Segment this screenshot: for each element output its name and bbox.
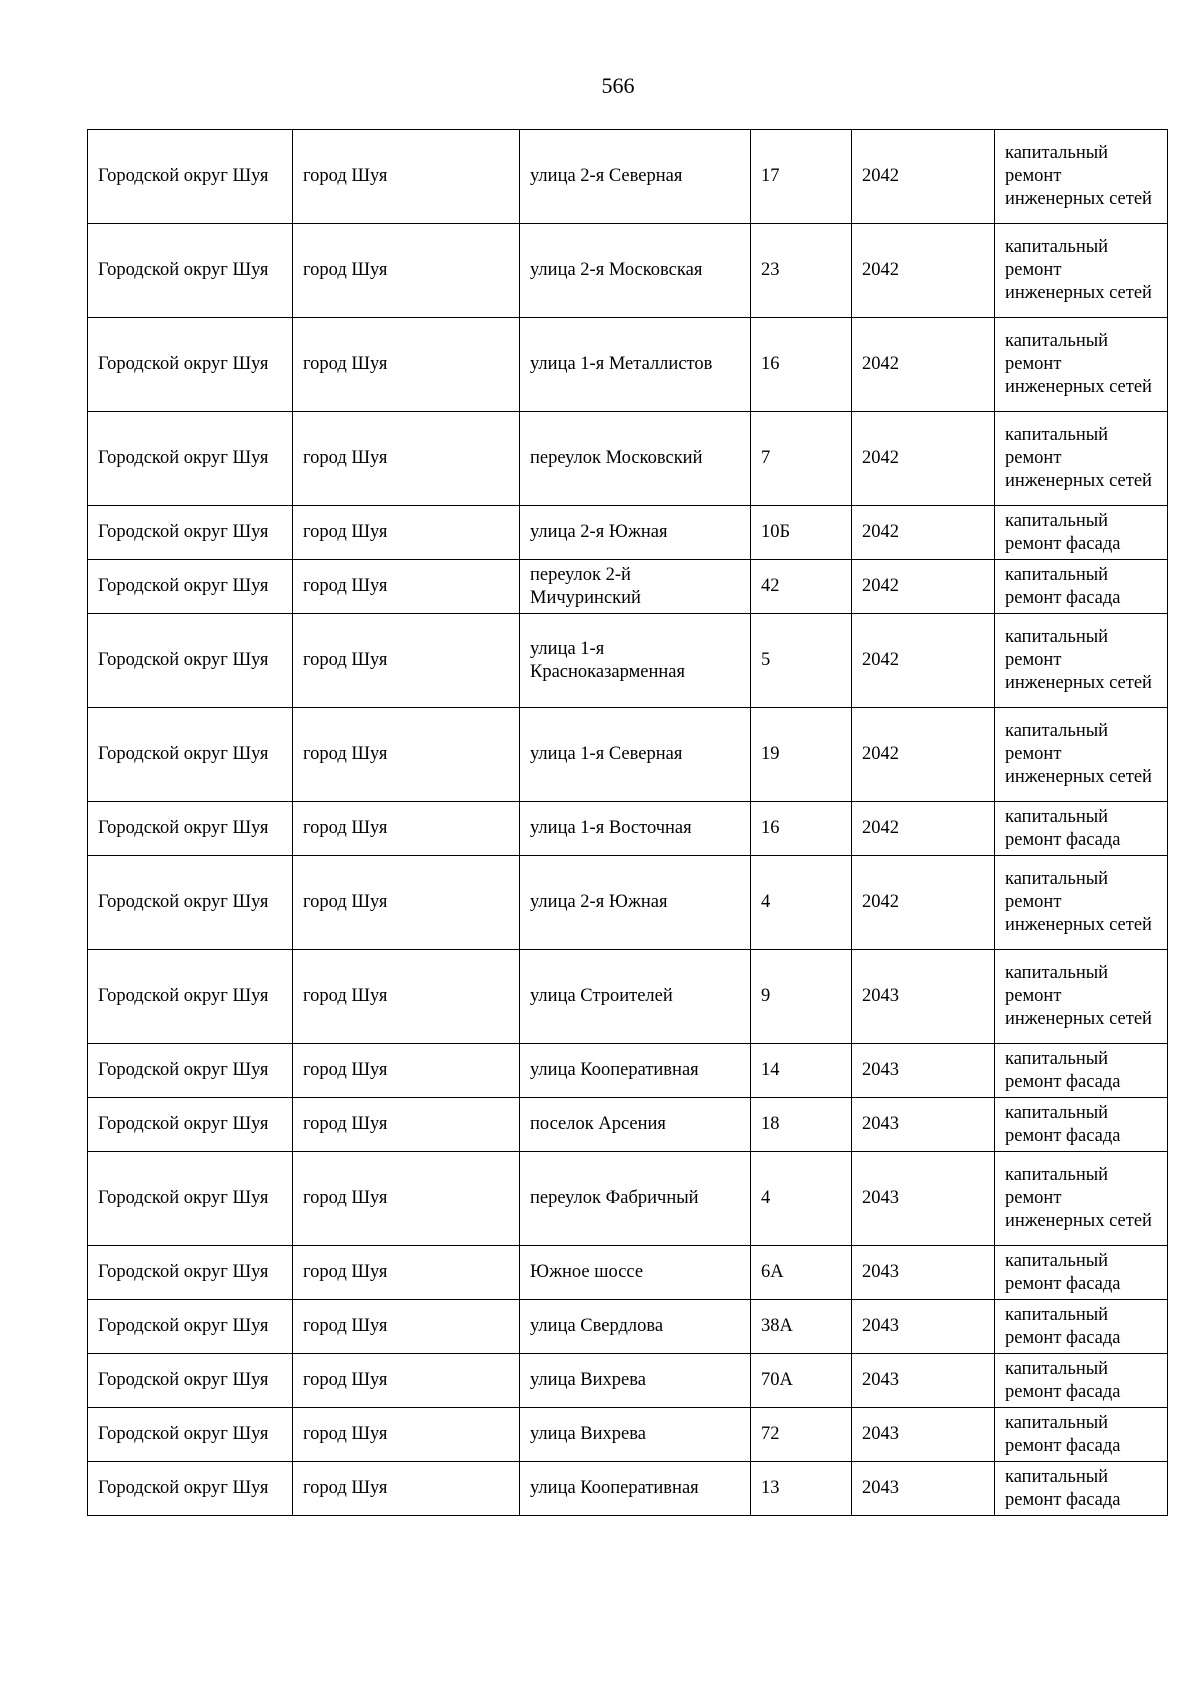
street-cell: улица 1-я Северная: [520, 708, 751, 802]
table-row: [88, 1354, 1168, 1408]
settlement-cell: город Шуя: [293, 1408, 520, 1462]
year-cell: 2042: [852, 560, 995, 614]
settlement-cell: город Шуя: [293, 224, 520, 318]
table-row: [88, 1408, 1168, 1462]
municipality-cell: Городской округ Шуя: [88, 856, 293, 950]
settlement-cell: город Шуя: [293, 1152, 520, 1246]
street-cell: поселок Арсения: [520, 1098, 751, 1152]
house-number-cell: 4: [751, 1152, 852, 1246]
house-number-cell: 16: [751, 802, 852, 856]
municipality-cell: Городской округ Шуя: [88, 708, 293, 802]
table-row: [88, 856, 1168, 950]
street-cell: улица 2-я Московская: [520, 224, 751, 318]
municipality-cell: Городской округ Шуя: [88, 1152, 293, 1246]
street-cell: Южное шоссе: [520, 1246, 751, 1300]
settlement-cell: город Шуя: [293, 708, 520, 802]
table-row: [88, 614, 1168, 708]
table-row: [88, 1462, 1168, 1516]
street-cell: улица 1-я Восточная: [520, 802, 751, 856]
settlement-cell: город Шуя: [293, 506, 520, 560]
work-type-cell: капитальный ремонт инженерных сетей: [995, 318, 1168, 412]
year-cell: 2043: [852, 1354, 995, 1408]
street-cell: улица Кооперативная: [520, 1462, 751, 1516]
municipality-cell: Городской округ Шуя: [88, 1300, 293, 1354]
table-row: [88, 1098, 1168, 1152]
year-cell: 2042: [852, 412, 995, 506]
year-cell: 2042: [852, 130, 995, 224]
settlement-cell: город Шуя: [293, 412, 520, 506]
work-type-cell: капитальный ремонт инженерных сетей: [995, 412, 1168, 506]
street-cell: переулок Московский: [520, 412, 751, 506]
work-type-cell: капитальный ремонт инженерных сетей: [995, 614, 1168, 708]
street-cell: улица Вихрева: [520, 1408, 751, 1462]
municipality-cell: Городской округ Шуя: [88, 950, 293, 1044]
settlement-cell: город Шуя: [293, 1462, 520, 1516]
street-cell: переулок 2-й Мичуринский: [520, 560, 751, 614]
municipality-cell: Городской округ Шуя: [88, 130, 293, 224]
settlement-cell: город Шуя: [293, 950, 520, 1044]
street-cell: улица 1-я Металлистов: [520, 318, 751, 412]
table-row: [88, 1044, 1168, 1098]
house-number-cell: 18: [751, 1098, 852, 1152]
table-row: [88, 318, 1168, 412]
table-row: [88, 130, 1168, 224]
settlement-cell: город Шуя: [293, 856, 520, 950]
settlement-cell: город Шуя: [293, 1300, 520, 1354]
work-type-cell: капитальный ремонт инженерных сетей: [995, 130, 1168, 224]
street-cell: улица 2-я Северная: [520, 130, 751, 224]
municipality-cell: Городской округ Шуя: [88, 318, 293, 412]
work-type-cell: капитальный ремонт фасада: [995, 1044, 1168, 1098]
municipality-cell: Городской округ Шуя: [88, 412, 293, 506]
year-cell: 2042: [852, 802, 995, 856]
settlement-cell: город Шуя: [293, 318, 520, 412]
house-number-cell: 6А: [751, 1246, 852, 1300]
work-type-cell: капитальный ремонт инженерных сетей: [995, 224, 1168, 318]
street-cell: улица Кооперативная: [520, 1044, 751, 1098]
work-type-cell: капитальный ремонт фасада: [995, 1098, 1168, 1152]
municipality-cell: Городской округ Шуя: [88, 1354, 293, 1408]
settlement-cell: город Шуя: [293, 1354, 520, 1408]
house-number-cell: 72: [751, 1408, 852, 1462]
house-number-cell: 13: [751, 1462, 852, 1516]
house-number-cell: 7: [751, 412, 852, 506]
page-number: 566: [601, 73, 635, 98]
work-type-cell: капитальный ремонт инженерных сетей: [995, 856, 1168, 950]
table-row: [88, 224, 1168, 318]
year-cell: 2042: [852, 614, 995, 708]
year-cell: 2042: [852, 506, 995, 560]
work-type-cell: капитальный ремонт фасада: [995, 1408, 1168, 1462]
work-type-cell: капитальный ремонт фасада: [995, 1354, 1168, 1408]
table-row: [88, 802, 1168, 856]
street-cell: улица Строителей: [520, 950, 751, 1044]
street-cell: улица 2-я Южная: [520, 506, 751, 560]
work-type-cell: капитальный ремонт инженерных сетей: [995, 1152, 1168, 1246]
table-row: [88, 950, 1168, 1044]
house-number-cell: 38А: [751, 1300, 852, 1354]
work-type-cell: капитальный ремонт фасада: [995, 560, 1168, 614]
table-row: [88, 560, 1168, 614]
table-row: [88, 412, 1168, 506]
year-cell: 2043: [852, 1152, 995, 1246]
settlement-cell: город Шуя: [293, 130, 520, 224]
year-cell: 2043: [852, 1462, 995, 1516]
year-cell: 2042: [852, 224, 995, 318]
table-row: [88, 1246, 1168, 1300]
year-cell: 2043: [852, 1246, 995, 1300]
house-number-cell: 42: [751, 560, 852, 614]
municipality-cell: Городской округ Шуя: [88, 506, 293, 560]
street-cell: улица Вихрева: [520, 1354, 751, 1408]
year-cell: 2042: [852, 708, 995, 802]
house-number-cell: 9: [751, 950, 852, 1044]
year-cell: 2043: [852, 1044, 995, 1098]
municipality-cell: Городской округ Шуя: [88, 224, 293, 318]
year-cell: 2043: [852, 1300, 995, 1354]
settlement-cell: город Шуя: [293, 614, 520, 708]
year-cell: 2043: [852, 1408, 995, 1462]
work-type-cell: капитальный ремонт фасада: [995, 1246, 1168, 1300]
settlement-cell: город Шуя: [293, 560, 520, 614]
municipality-cell: Городской округ Шуя: [88, 1098, 293, 1152]
house-number-cell: 17: [751, 130, 852, 224]
house-number-cell: 10Б: [751, 506, 852, 560]
municipality-cell: Городской округ Шуя: [88, 1044, 293, 1098]
street-cell: улица 1-я Красноказарменная: [520, 614, 751, 708]
municipality-cell: Городской округ Шуя: [88, 1462, 293, 1516]
work-type-cell: капитальный ремонт инженерных сетей: [995, 950, 1168, 1044]
year-cell: 2043: [852, 950, 995, 1044]
work-type-cell: капитальный ремонт фасада: [995, 1462, 1168, 1516]
house-number-cell: 70А: [751, 1354, 852, 1408]
house-number-cell: 19: [751, 708, 852, 802]
municipality-cell: Городской округ Шуя: [88, 1408, 293, 1462]
municipality-cell: Городской округ Шуя: [88, 560, 293, 614]
municipality-cell: Городской округ Шуя: [88, 614, 293, 708]
house-number-cell: 5: [751, 614, 852, 708]
table-row: [88, 506, 1168, 560]
house-number-cell: 23: [751, 224, 852, 318]
settlement-cell: город Шуя: [293, 1246, 520, 1300]
table-row: [88, 1152, 1168, 1246]
table-row: [88, 1300, 1168, 1354]
year-cell: 2042: [852, 318, 995, 412]
table-row: [88, 708, 1168, 802]
repair-schedule-table: [87, 129, 1168, 1516]
table-body: [88, 130, 1168, 1516]
street-cell: переулок Фабричный: [520, 1152, 751, 1246]
work-type-cell: капитальный ремонт фасада: [995, 802, 1168, 856]
settlement-cell: город Шуя: [293, 802, 520, 856]
year-cell: 2043: [852, 1098, 995, 1152]
work-type-cell: капитальный ремонт фасада: [995, 1300, 1168, 1354]
year-cell: 2042: [852, 856, 995, 950]
settlement-cell: город Шуя: [293, 1044, 520, 1098]
work-type-cell: капитальный ремонт инженерных сетей: [995, 708, 1168, 802]
municipality-cell: Городской округ Шуя: [88, 1246, 293, 1300]
municipality-cell: Городской округ Шуя: [88, 802, 293, 856]
settlement-cell: город Шуя: [293, 1098, 520, 1152]
work-type-cell: капитальный ремонт фасада: [995, 506, 1168, 560]
house-number-cell: 4: [751, 856, 852, 950]
house-number-cell: 16: [751, 318, 852, 412]
house-number-cell: 14: [751, 1044, 852, 1098]
street-cell: улица 2-я Южная: [520, 856, 751, 950]
street-cell: улица Свердлова: [520, 1300, 751, 1354]
